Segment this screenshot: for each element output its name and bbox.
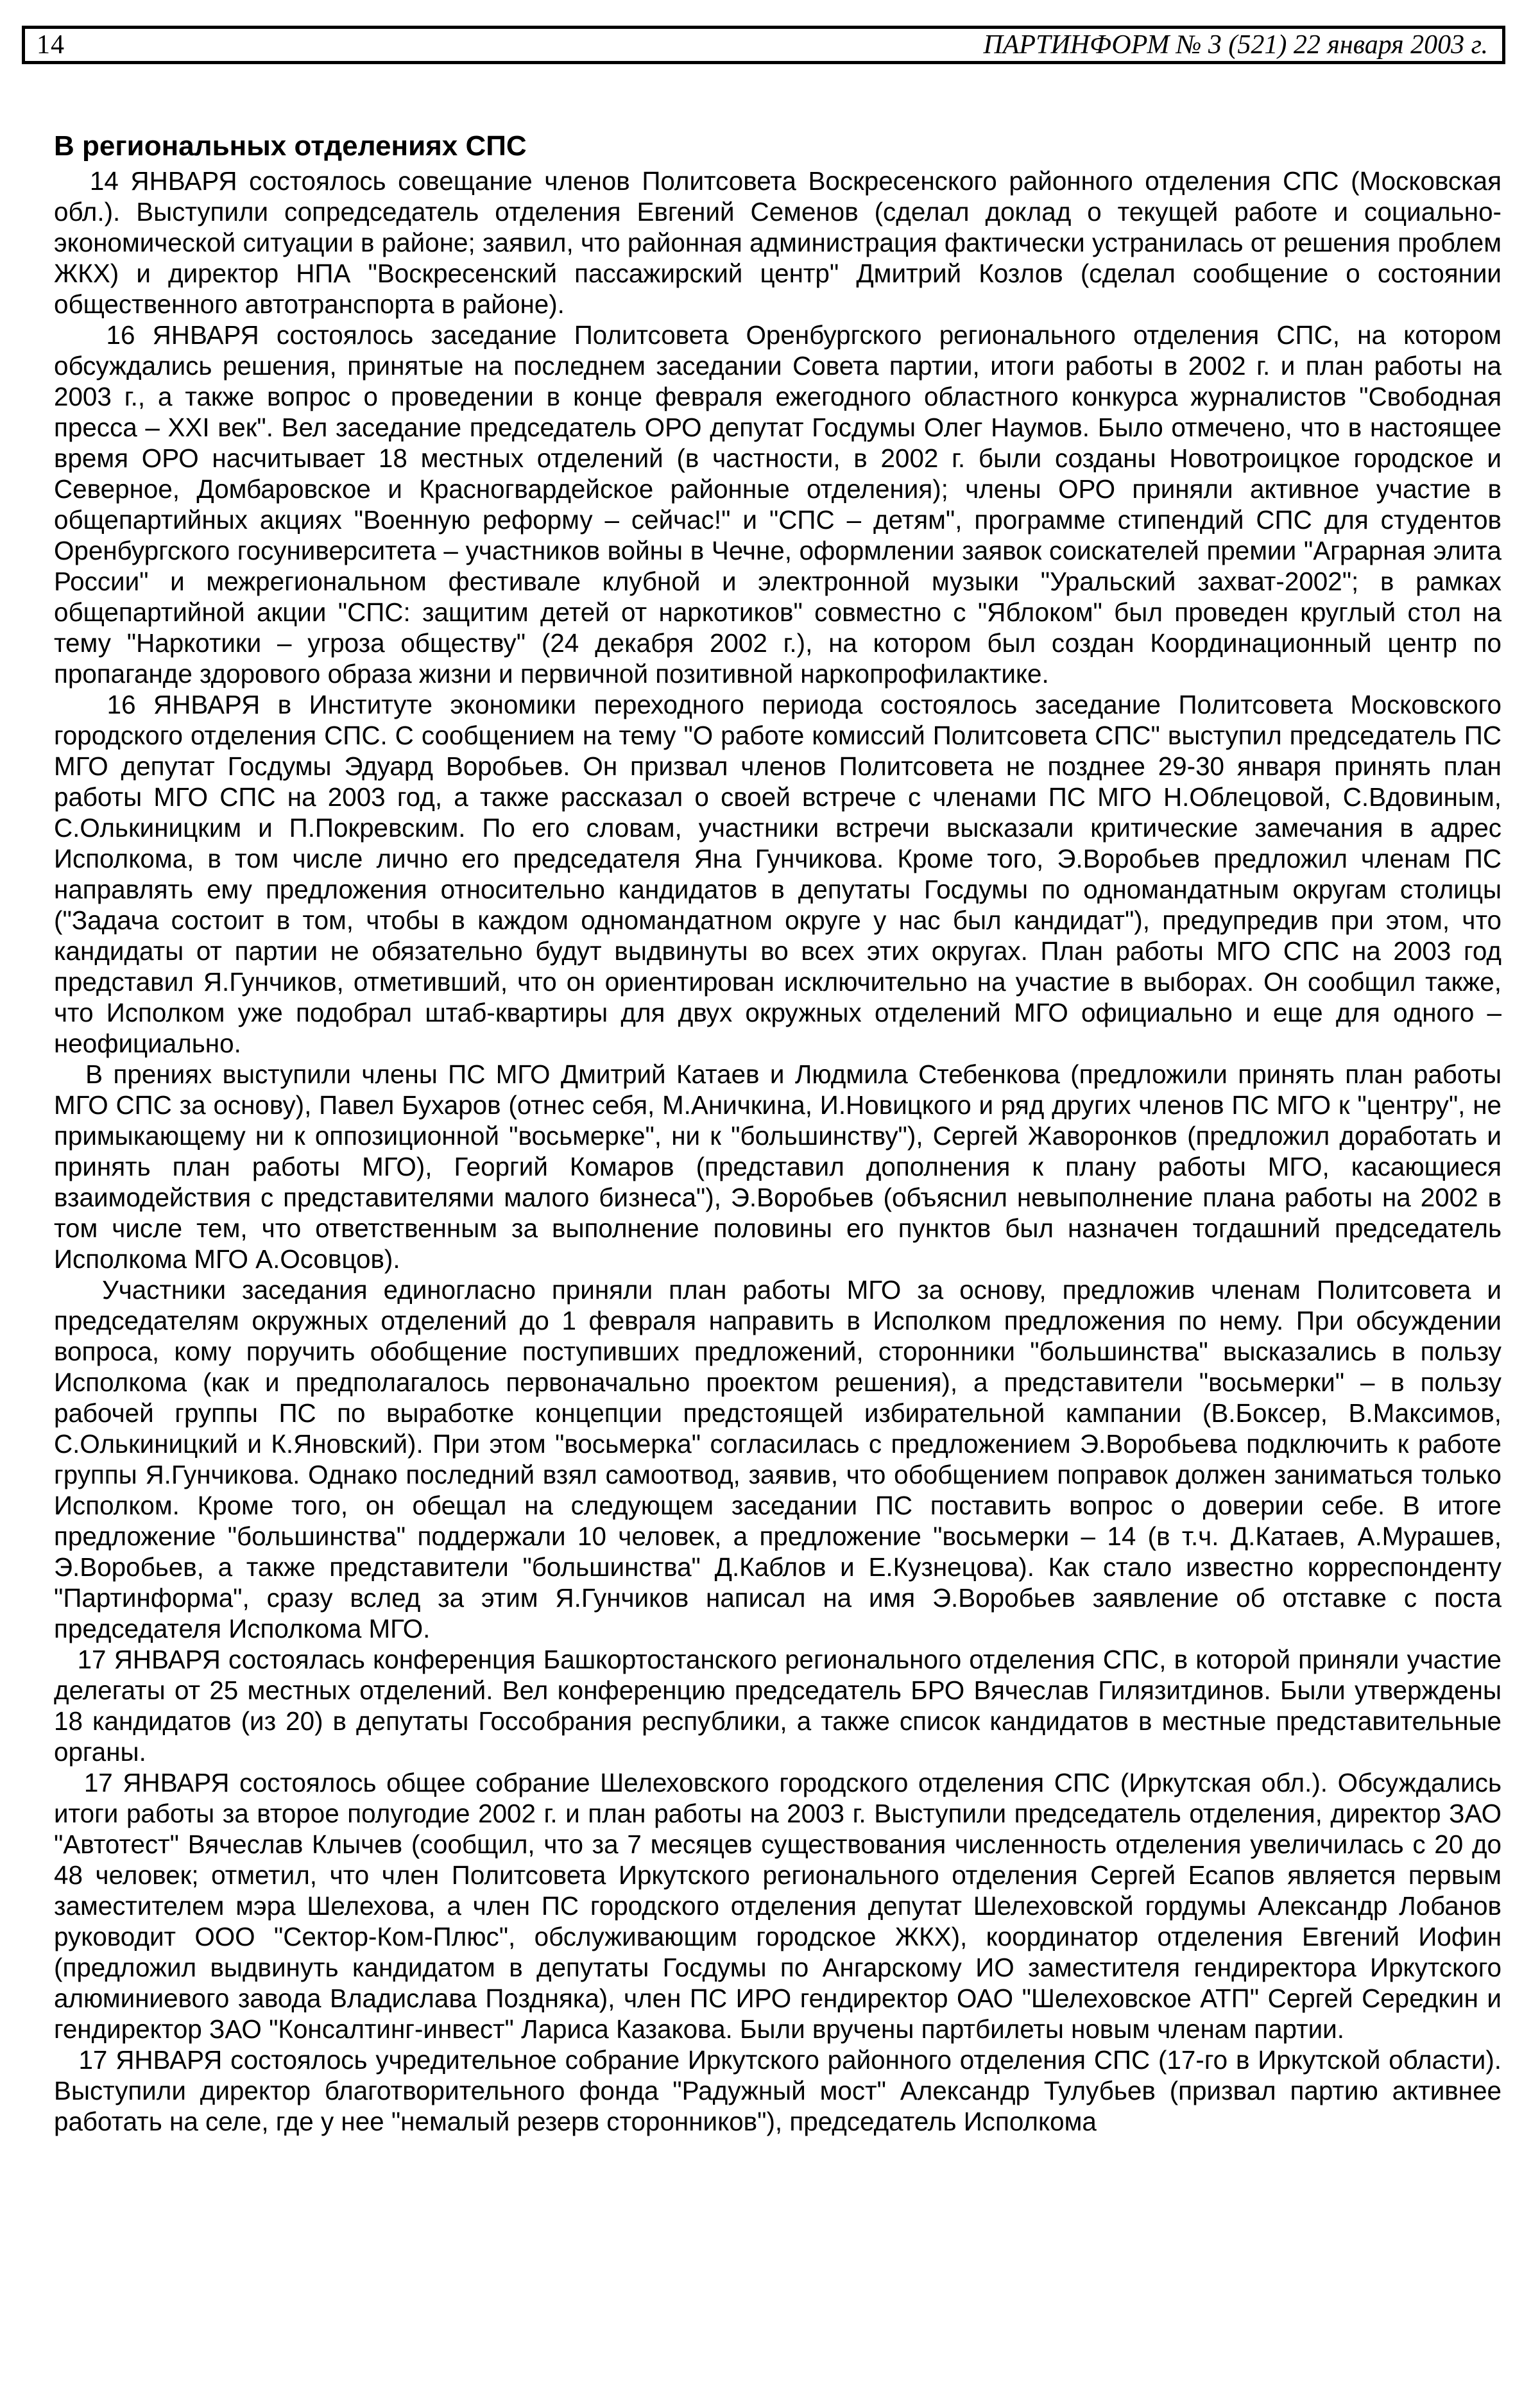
paragraph-8: 17 ЯНВАРЯ состоялось учредительное собрание Иркутского районного отделения СПС (17-го в Иркутской области). Выступили директор благотворительного фонда "Радужный мост" Александр Тулубьев (призвал партию активнее работать на селе, где у нее "немалый резерв сторонников"), председатель Исполкома	[54, 2045, 1502, 2136]
paragraph-3: 16 ЯНВАРЯ в Институте экономики переходного периода состоялось заседание Политсовета Московского городского отделения СПС. С сообщением на тему "О работе комиссий Политсовета СПС" выступил председатель ПС МГО депутат Госдумы Эдуард Воробьев. Он призвал членов Политсовета не позднее 29-30 января принять план работы МГО СПС на 2003 год, а также рассказал о своей встрече с членами ПС МГО Н.Облецовой, С.Вдовиным, С.Олькиницким и П.Покревским. По его словам, участники встречи высказали критические замечания в адрес Исполкома, в том числе лично его председателя Яна Гунчикова. Кроме того, Э.Воробьев предложил членам ПС направлять ему предложения относительно кандидатов в депутаты Госдумы по одномандатным округам столицы ("Задача состоит в том, чтобы в каждом одномандатном округе у нас был кандидат"), предупредив при этом, что кандидаты от партии не обязательно будут выдвинуты во всех этих округах. План работы МГО СПС на 2003 год представил Я.Гунчиков, отметивший, что он ориентирован исключительно на участие в выборах. Он сообщил также, что Исполком уже подобрал штаб-квартиры для двух окружных отделений МГО официально и еще для одного – неофициально.	[54, 690, 1502, 1058]
paragraph-7: 17 ЯНВАРЯ состоялось общее собрание Шелеховского городского отделения СПС (Иркутская обл.). Обсуждались итоги работы за второе полугодие 2002 г. и план работы на 2003 г. Выступили председатель отделения, директор ЗАО "Автотест" Вячеслав Клычев (сообщил, что за 7 месяцев существования численность отделения увеличилась с 20 до 48 человек; отметил, что член Политсовета Иркутского регионального отделения Сергей Есапов является первым заместителем мэра Шелехова, а член ПС городского отделения депутат Шелеховской гордумы Александр Лобанов руководит ООО "Сектор-Ком-Плюс", обслуживающим городское ЖКХ), координатор отделения Евгений Иофин (предложил выдвинуть кандидатом в депутаты Госдумы по Ангарскому ИО заместителя гендиректора Иркутского алюминиевого завода Владислава Поздняка), член ПС ИРО гендиректор ОАО "Шелеховское АТП" Сергей Середкин и гендиректор ЗАО "Консалтинг-инвест" Лариса Казакова. Были вручены партбилеты новым членам партии.	[54, 1768, 1502, 2044]
paragraph-6: 17 ЯНВАРЯ состоялась конференция Башкортостанского регионального отделения СПС, в которой приняли участие делегаты от 25 местных отделений. Вел конференцию председатель БРО Вячеслав Гилязитдинов. Были утверждены 18 кандидатов (из 20) в депутаты Госсобрания республики, а также список кандидатов в местные представительные органы.	[54, 1645, 1502, 1767]
paragraph-2: 16 ЯНВАРЯ состоялось заседание Политсовета Оренбургского регионального отделения СПС, на котором обсуждались решения, принятые на последнем заседании Совета партии, итоги работы в 2002 г. и план работы на 2003 г., а также вопрос о проведении в конце февраля ежегодного областного конкурса журналистов "Свободная пресса – XXI век". Вел заседание председатель ОРО депутат Госдумы Олег Наумов. Было отмечено, что в настоящее время ОРО насчитывает 18 местных отделений (в частности, в 2002 г. были созданы Новотроицкое городское и Северное, Домбаровское и Красногвардейское районные отделения); члены ОРО приняли активное участие в общепартийных акциях "Военную реформу – сейчас!" и "СПС – детям", программе стипендий СПС для студентов Оренбургского госуниверситета – участников войны в Чечне, оформлении заявок соискателей премии "Аграрная элита России" и межрегиональном фестивале клубной и электронной музыки "Уральский захват-2002"; в рамках общепартийной акции "СПС: защитим детей от наркотиков" совместно с "Яблоком" был проведен круглый стол на тему "Наркотики – угроза обществу" (24 декабря 2002 г.), на котором был создан Координационный центр по пропаганде здорового образа жизни и первичной позитивной наркопрофилактике.	[54, 320, 1502, 689]
publication-title: ПАРТИНФОРМ № 3 (521) 22 января 2003 г.	[983, 30, 1488, 60]
page-number: 14	[37, 30, 65, 60]
paragraph-5: Участники заседания единогласно приняли план работы МГО за основу, предложив членам Политсовета и председателям окружных отделений до 1 февраля направить в Исполком предложения по нему. При обсуждении вопроса, кому поручить обобщение поступивших предложений, сторонники "большинства" высказались в пользу Исполкома (как и предполагалось первоначально проектом решения), а представители "восьмерки" – в пользу рабочей группы ПС по выработке концепции предстоящей избирательной кампании (В.Боксер, В.Максимов, С.Олькиницкий и К.Яновский). При этом "восьмерка" согласилась с предложением Э.Воробьева подключить к работе группы Я.Гунчикова. Однако последний взял самоотвод, заявив, что обобщением поправок должен заниматься только Исполком. Кроме того, он обещал на следующем заседании ПС поставить вопрос о доверии себе. В итоге предложение "большинства" поддержали 10 человек, а предложение "восьмерки – 14 (в т.ч. Д.Катаев, А.Мурашев, Э.Воробьев, а также представители "большинства" Д.Каблов и Е.Кузнецова). Как стало известно корреспонденту "Партинформа", сразу вслед за этим Я.Гунчиков написал на имя Э.Воробьев заявление об отставке с поста председателя Исполкома МГО.	[54, 1275, 1502, 1643]
paragraph-4: В прениях выступили члены ПС МГО Дмитрий Катаев и Людмила Стебенкова (предложили принять план работы МГО СПС за основу), Павел Бухаров (отнес себя, М.Аничкина, И.Новицкого и ряд других членов ПС МГО к "центру", не примыкающему ни к оппозиционной "восьмерке", ни к "большинству"), Сергей Жаворонков (предложил доработать и принять план работы МГО), Георгий Комаров (представил дополнения к плану работы МГО, касающиеся взаимодействия с представителями малого бизнеса"), Э.Воробьев (объяснил невыполнение плана работы на 2002 в том числе тем, что ответственным за выполнение половины его пунктов был назначен тогдашний председатель Исполкома МГО А.Осовцов).	[54, 1059, 1502, 1274]
section-title: В региональных отделениях СПС	[54, 130, 527, 162]
article	[54, 128, 1502, 2137]
page-header	[22, 26, 1505, 64]
paragraph-1: 14 ЯНВАРЯ состоялось совещание членов Политсовета Воскресенского районного отделения СПС (Московская обл.). Выступили сопредседатель отделения Евгений Семенов (сделал доклад о текущей работе и социально-экономической ситуации в районе; заявил, что районная администрация фактически устранилась от решения проблем ЖКХ) и директор НПА "Воскресенский пассажирский центр" Дмитрий Козлов (сделал сообщение о состоянии общественного автотранспорта в районе).	[54, 166, 1502, 319]
